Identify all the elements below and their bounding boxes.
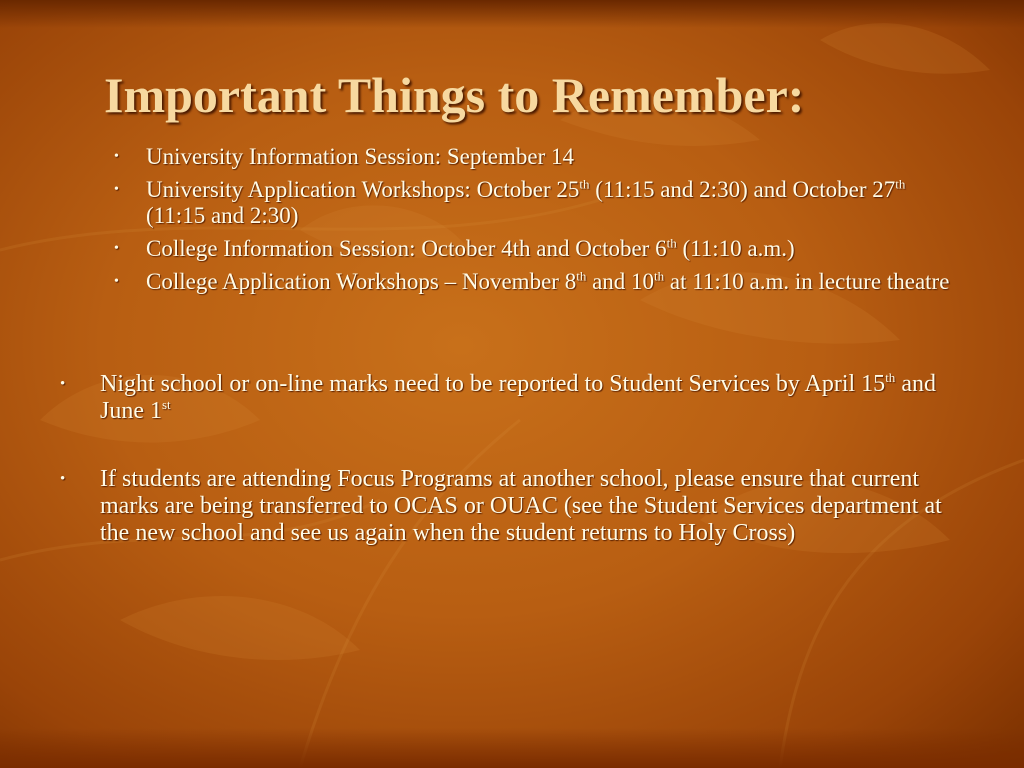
sub-list-item: [110, 144, 970, 170]
bullet-icon: •: [60, 376, 66, 392]
sub-list-item: [110, 177, 970, 229]
bullet-text: at 11:10 a.m. in lecture theatre: [664, 269, 950, 294]
superscript-text: th: [885, 370, 896, 385]
superscript-text: th: [576, 268, 587, 284]
bullet-text: Night school or on-line marks need to be reported to Student Services by April 15: [100, 371, 886, 397]
main-bullet-list: [58, 371, 958, 547]
bullet-text: College Information Session: October 4th and October 6: [146, 236, 667, 261]
superscript-text: th: [654, 268, 665, 284]
bullet-text: University Information Session: September 14: [146, 144, 574, 169]
bullet-icon: •: [60, 471, 66, 487]
superscript-text: th: [666, 235, 677, 251]
bullet-text: (11:10 a.m.): [676, 236, 795, 261]
sub-bullet-list: [110, 144, 970, 302]
bullet-text: (11:15 and 2:30) and October 27: [589, 177, 896, 202]
sub-list-item: [110, 236, 970, 262]
bullet-icon: •: [114, 182, 119, 197]
bullet-icon: •: [114, 149, 119, 164]
bullet-text: College Application Workshops – November 8: [146, 269, 577, 294]
bullet-text: and 10: [586, 269, 655, 294]
slide-title: Important Things to Remember:: [104, 67, 805, 123]
bullet-icon: •: [114, 241, 119, 256]
superscript-text: st: [162, 397, 171, 412]
superscript-text: th: [579, 176, 590, 192]
bullet-text: (11:15 and 2:30): [146, 203, 299, 228]
sub-list-item: [110, 269, 970, 295]
superscript-text: th: [895, 176, 906, 192]
main-list-item: [58, 371, 958, 425]
bullet-text: If students are attending Focus Programs at another school, please ensure that current marks are being transferred to OCAS or OUAC (see the Student Services department at the new school and see us again when the student returns to Holy Cross): [100, 466, 942, 546]
main-list-item: [58, 466, 958, 547]
bullet-icon: •: [114, 274, 119, 289]
bullet-text: and June 1: [100, 371, 936, 424]
bullet-text: University Application Workshops: October 25: [146, 177, 580, 202]
